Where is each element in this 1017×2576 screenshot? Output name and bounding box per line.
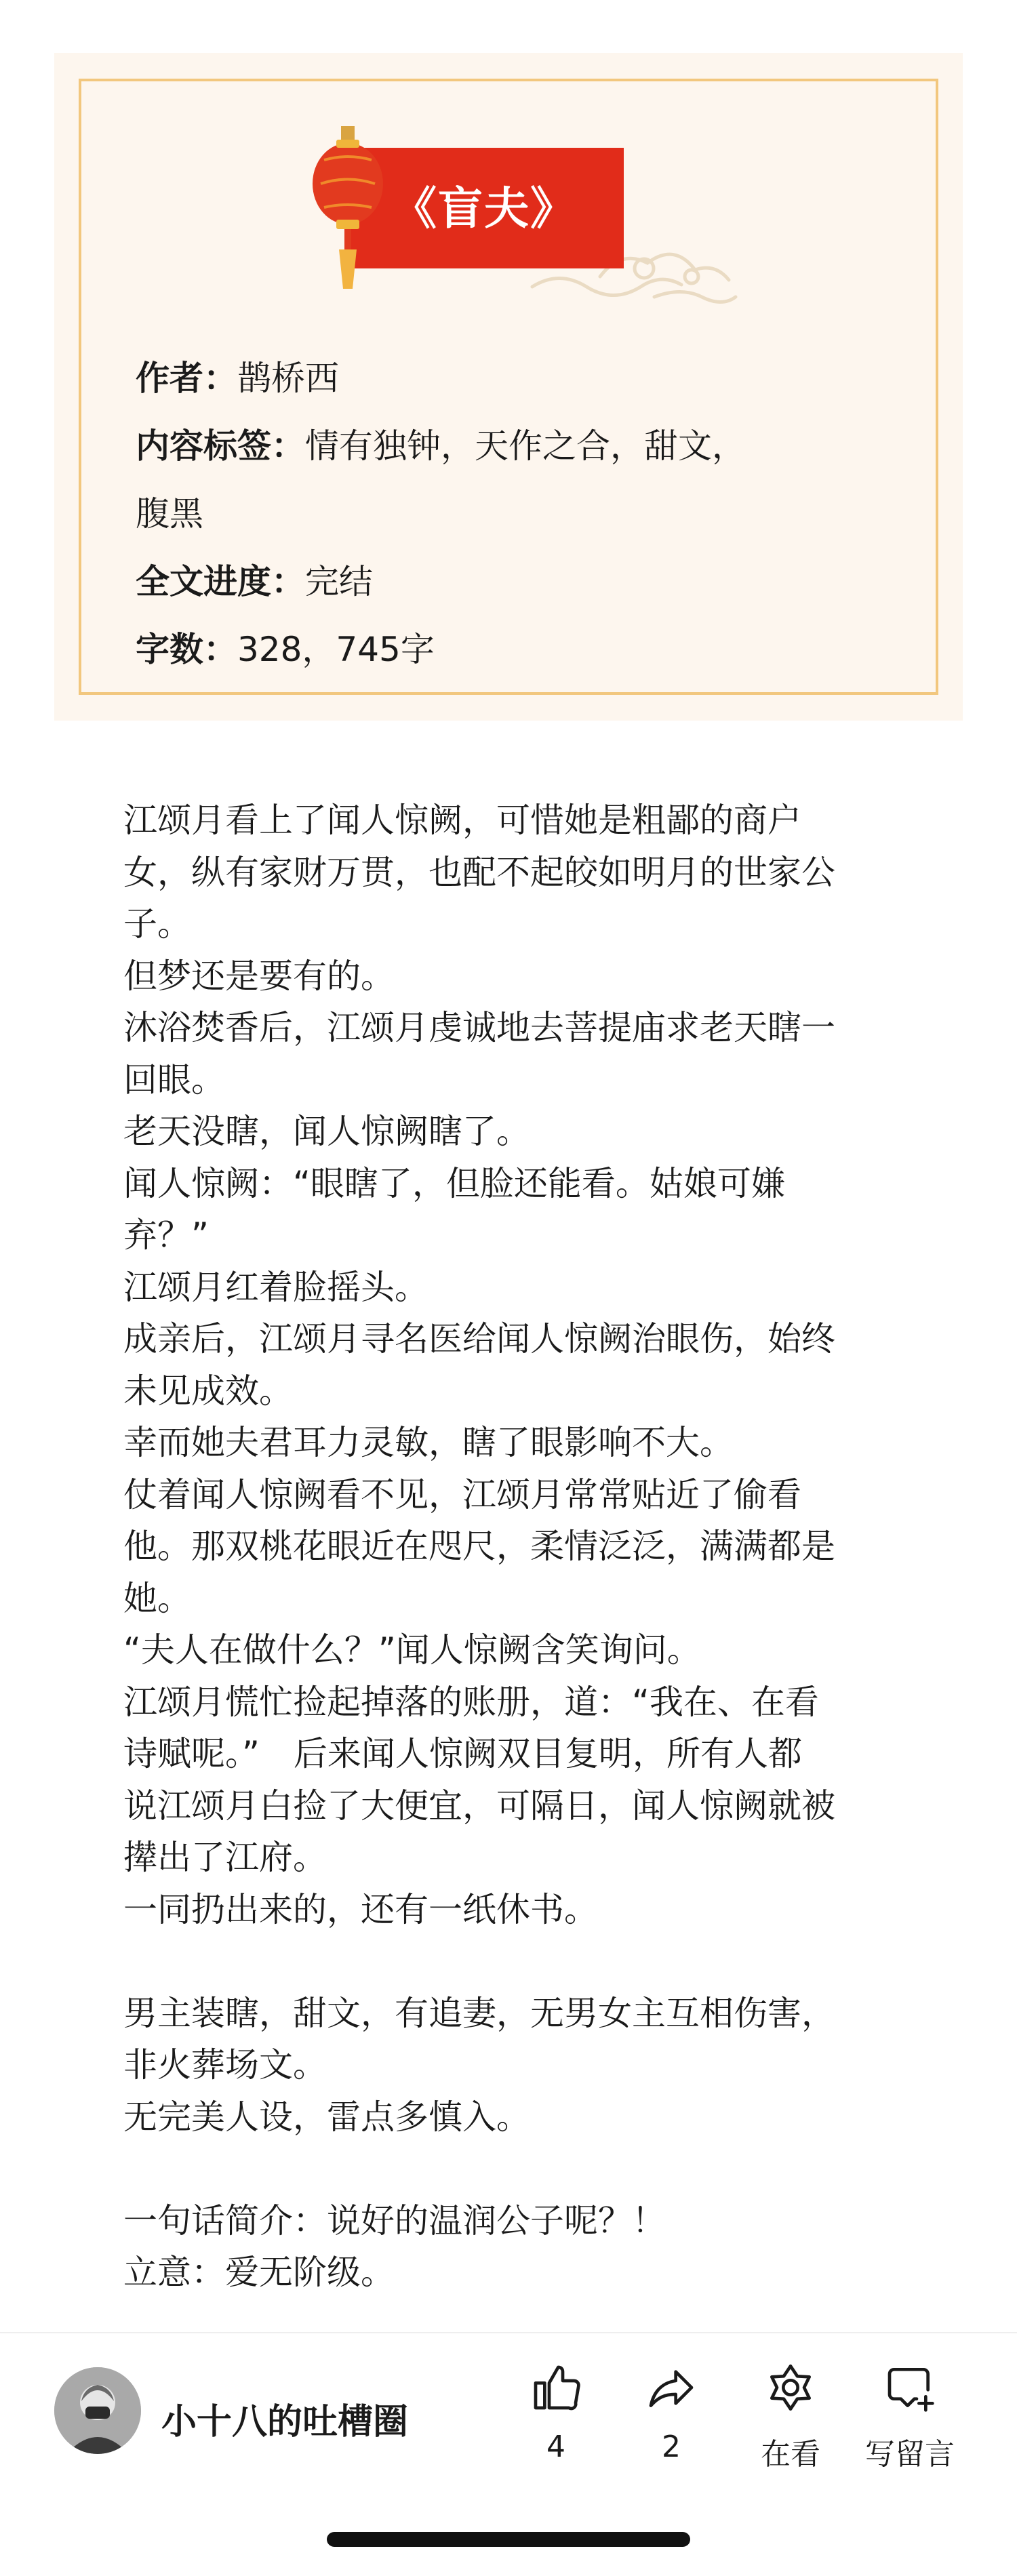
tags-row-continued: [136, 480, 881, 548]
content-line: 江颂月慌忙捡起掉落的账册，道：“我在、在看: [123, 1682, 819, 1722]
content-line: 一同扔出来的，还有一纸休书。: [123, 1889, 598, 1929]
content-line: 未见成效。: [123, 1371, 293, 1411]
article-footer-bar: [0, 2333, 1017, 2503]
content-line: 她。: [123, 1578, 191, 1618]
content-line: 但梦还是要有的。: [123, 956, 395, 996]
content-line: 女，纵有家财万贯，也配不起皎如明月的世家公: [123, 852, 835, 892]
thumbs-up-icon: [529, 2360, 583, 2415]
word-count-label: 字数：: [136, 630, 237, 669]
share-count: 2: [662, 2430, 681, 2464]
comment-label: 写留言: [865, 2437, 955, 2472]
avatar-portrait-icon: [54, 2367, 141, 2454]
content-line: 江颂月红着脸摇头。: [123, 1267, 428, 1307]
comment-button[interactable]: [856, 2360, 964, 2473]
word-count-row: [136, 616, 881, 683]
content-line: 立意：爱无阶级。: [123, 2253, 395, 2292]
title-banner: [344, 148, 624, 268]
content-line: 江颂月看上了闻人惊阙，可惜她是粗鄙的商户: [123, 801, 801, 840]
tags-value: 情有独钟，天作之合，甜文，: [305, 426, 746, 466]
tags-value-continued: 腹黑: [136, 494, 203, 534]
content-line: 老天没瞎，闻人惊阙瞎了。: [123, 1112, 530, 1151]
watching-button[interactable]: [736, 2360, 845, 2473]
content-line: 一句话简介：说好的温润公子呢？！: [123, 2200, 666, 2240]
author-value: 鹊桥西: [237, 359, 339, 398]
progress-label: 全文进度：: [136, 562, 305, 601]
content-line: 子。: [123, 904, 191, 944]
book-title: 《盲夫》: [392, 182, 576, 235]
account-name[interactable]: 小十八的吐槽圈: [161, 2402, 409, 2442]
progress-value: 完结: [305, 562, 373, 601]
share-button[interactable]: [617, 2360, 725, 2464]
content-line: 撵出了江府。: [123, 1838, 327, 1877]
content-line: 男主装瞎，甜文，有追妻，无男女主互相伤害，: [123, 1993, 835, 2033]
synopsis-content: [123, 794, 903, 2299]
watching-label: 在看: [761, 2437, 820, 2472]
progress-row: [136, 548, 881, 616]
lantern-icon: [311, 126, 385, 296]
tags-row: [136, 412, 881, 480]
content-spacer: [123, 2143, 903, 2195]
content-line: 说江颂月白捡了大便宜，可隔日，闻人惊阙就被: [123, 1786, 835, 1826]
author-label: 作者：: [136, 359, 237, 398]
content-spacer: [123, 1935, 903, 1988]
content-line: 他。那双桃花眼近在咫尺，柔情泛泛，满满都是: [123, 1527, 835, 1566]
like-button[interactable]: [502, 2360, 610, 2464]
content-line: 诗赋呢。” 后来闻人惊阙双目复明，所有人都: [123, 1734, 802, 1773]
content-line: 仗着闻人惊阙看不见，江颂月常常贴近了偷看: [123, 1474, 801, 1514]
share-arrow-icon: [644, 2360, 698, 2415]
content-line: 成亲后，江颂月寻名医给闻人惊阙治眼伤，始终: [123, 1319, 835, 1359]
book-meta: [136, 344, 881, 683]
comment-plus-icon: [883, 2360, 937, 2415]
word-count-value: 328，745字: [237, 630, 435, 669]
author-row: [136, 344, 881, 412]
content-line: 非火葬场文。: [123, 2045, 327, 2085]
tags-label: 内容标签：: [136, 426, 305, 466]
content-line: 幸而她夫君耳力灵敏，瞎了眼影响不大。: [123, 1423, 734, 1462]
avatar[interactable]: [54, 2367, 141, 2454]
book-info-card: [54, 53, 963, 721]
content-line: 回眼。: [123, 1060, 225, 1100]
content-line: 闻人惊阙：“眼瞎了，但脸还能看。姑娘可嫌: [123, 1163, 785, 1203]
like-count: 4: [546, 2430, 565, 2464]
flower-star-icon: [763, 2360, 818, 2415]
content-line: 沐浴焚香后，江颂月虔诚地去菩提庙求老天瞎一: [123, 1008, 835, 1047]
home-indicator[interactable]: [327, 2532, 690, 2547]
content-line: “夫人在做什么？”闻人惊阙含笑询问。: [123, 1630, 701, 1670]
content-line: 无完美人设，雷点多慎入。: [123, 2097, 530, 2137]
content-line: 弃？”: [123, 1215, 209, 1255]
